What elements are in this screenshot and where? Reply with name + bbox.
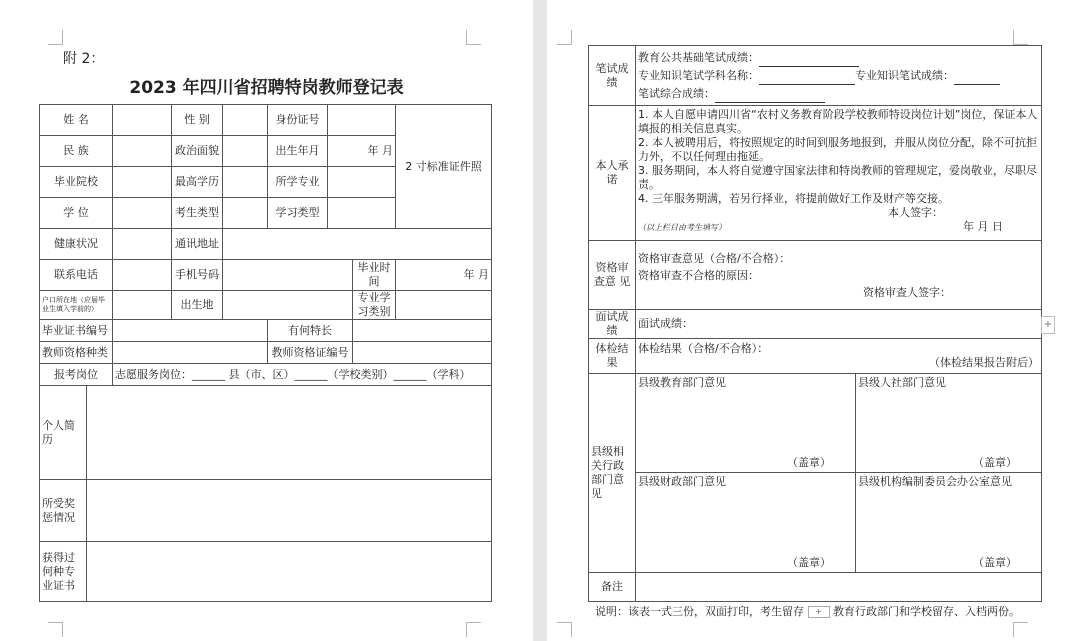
footnote-b: 教育行政部门和学校留存、入档两份。 (833, 605, 1020, 618)
qualify-reason: 资格审查不合格的原因： (638, 268, 759, 282)
blank-line[interactable] (759, 73, 855, 85)
value-political[interactable] (223, 136, 268, 167)
qualify-sign: 资格审查人签字： (863, 285, 951, 299)
label-interview: 面试成绩 (589, 310, 636, 339)
label-awards: 所受奖惩情况 (40, 480, 87, 542)
add-icon[interactable]: + (808, 606, 830, 618)
label-mobile: 手机号码 (172, 260, 223, 291)
crop-mark (1013, 622, 1028, 637)
footnote (595, 603, 1020, 619)
label-grad-time: 毕业时间 (353, 260, 396, 291)
value-apply-post[interactable]: 志愿服务岗位：______ 县（市、区）______（学校类别）______（学科） (113, 364, 492, 386)
photo-box: 2 寸标准证件照 (396, 105, 492, 229)
county-finance: 县级财政部门意见 (638, 475, 726, 488)
value-hukou[interactable] (113, 291, 172, 320)
promise-note: （以上栏目由考生填写） (638, 223, 726, 232)
interview-score[interactable]: 面试成绩： (636, 310, 1042, 339)
promise-item-1: 1. 本人自愿申请四川省“农村义务教育阶段学校教师特设岗位计划”岗位，保证本人填报的相关信息真实。 (638, 108, 1038, 135)
registration-table (39, 104, 492, 602)
label-id: 身份证号 (268, 105, 328, 136)
label-exam-type: 考生类型 (172, 198, 223, 229)
value-grad-time[interactable]: 年 月 (396, 260, 492, 291)
written-total-label: 笔试综合成绩： (638, 86, 715, 100)
label-political: 政治面貌 (172, 136, 223, 167)
medical-content[interactable] (636, 339, 1042, 374)
promise-date: 年 月 日 (963, 220, 1003, 233)
label-address: 通讯地址 (172, 229, 223, 260)
label-hukou: 户口所在地（应届毕业生填入学前的） (40, 291, 113, 320)
crop-mark (1013, 30, 1028, 45)
label-phone: 联系电话 (40, 260, 113, 291)
value-address[interactable] (223, 229, 492, 260)
value-major-cat[interactable] (396, 291, 492, 320)
label-certs: 获得过何种专业证书 (40, 542, 87, 602)
qualify-content[interactable] (636, 241, 1042, 310)
page-left (0, 0, 533, 641)
label-teacher-no: 教师资格证编号 (268, 342, 353, 364)
label-gender: 性 别 (172, 105, 223, 136)
label-name: 姓 名 (40, 105, 113, 136)
review-table (588, 45, 1042, 602)
blank-line[interactable] (759, 55, 859, 67)
value-phone[interactable] (113, 260, 172, 291)
value-id[interactable] (328, 105, 396, 136)
label-apply-post: 报考岗位 (40, 364, 113, 386)
medical-result: 体检结果（合格/不合格）： (638, 342, 769, 355)
crop-mark (48, 622, 63, 637)
value-degree[interactable] (113, 198, 172, 229)
value-birthplace[interactable] (223, 291, 353, 320)
value-awards[interactable] (87, 480, 492, 542)
blank-line[interactable] (954, 73, 1000, 85)
value-ethnic[interactable] (113, 136, 172, 167)
written-scores[interactable] (636, 46, 1042, 106)
promise-item-2: 2. 本人被聘用后，将按照规定的时间到服务地报到，并服从岗位分配，除不可抗拒力外，不以任何理由拖延。 (638, 136, 1037, 163)
label-school: 毕业院校 (40, 167, 113, 198)
label-resume: 个人简历 (40, 386, 87, 480)
blank-line[interactable] (715, 91, 825, 103)
stamp-staffing: （盖章） (973, 556, 1017, 569)
value-study-type[interactable] (328, 198, 396, 229)
value-teacher-no[interactable] (353, 342, 492, 364)
label-birthplace: 出生地 (172, 291, 223, 320)
promise-sign: 本人签字： (888, 206, 943, 219)
promise-item-4: 4. 三年服务期满，若另行择业，将提前做好工作及财产等交接。 (638, 192, 949, 205)
stamp-edu: （盖章） (787, 456, 831, 469)
value-name[interactable] (113, 105, 172, 136)
value-birth[interactable]: 年 月 (328, 136, 396, 167)
crop-mark (466, 622, 481, 637)
value-teacher-type[interactable] (113, 342, 268, 364)
footnote-a: 说明：该表一式三份，双面打印，考生留存 (595, 605, 804, 618)
crop-mark (557, 30, 572, 45)
label-ethnic: 民 族 (40, 136, 113, 167)
label-study-type: 学习类型 (268, 198, 328, 229)
label-promise: 本人承诺 (589, 106, 636, 241)
written-subject-label: 专业知识笔试学科名称： (638, 68, 759, 82)
county-finance-cell[interactable] (636, 473, 856, 573)
label-specialty: 有何特长 (268, 320, 353, 342)
written-major-score-label: 专业知识笔试成绩： (855, 68, 954, 82)
label-teacher-type: 教师资格种类 (40, 342, 113, 364)
county-hr-cell[interactable] (856, 374, 1042, 473)
county-staffing: 县级机构编制委员会办公室意见 (858, 475, 1012, 488)
stamp-hr: （盖章） (973, 456, 1017, 469)
value-certs[interactable] (87, 542, 492, 602)
written-public-label: 教育公共基础笔试成绩： (638, 50, 759, 64)
label-degree: 学 位 (40, 198, 113, 229)
label-major: 所学专业 (268, 167, 328, 198)
county-staffing-cell[interactable] (856, 473, 1042, 573)
value-mobile[interactable] (223, 260, 353, 291)
medical-attached: （体检结果报告附后） (929, 356, 1039, 369)
label-remark: 备注 (589, 573, 636, 602)
county-edu-cell[interactable] (636, 374, 856, 473)
value-exam-type[interactable] (223, 198, 268, 229)
value-health[interactable] (113, 229, 172, 260)
label-medical: 体检结果 (589, 339, 636, 374)
stamp-finance: （盖章） (787, 556, 831, 569)
label-health: 健康状况 (40, 229, 113, 260)
qualify-result: 资格审查意见（合格/不合格）： (638, 251, 791, 265)
value-cert-no[interactable] (113, 320, 268, 342)
value-edu[interactable] (223, 167, 268, 198)
value-major[interactable] (328, 167, 396, 198)
value-specialty[interactable] (353, 320, 492, 342)
add-row-button[interactable]: + (1041, 316, 1055, 334)
county-hr: 县级人社部门意见 (858, 376, 946, 389)
crop-mark (48, 30, 63, 45)
label-county: 县级相关行政部门意见 (589, 374, 636, 573)
crop-mark (466, 30, 481, 45)
value-school[interactable] (113, 167, 172, 198)
page-title: 2023 年四川省招聘特岗教师登记表 (129, 78, 404, 98)
label-cert-no: 毕业证书编号 (40, 320, 113, 342)
promise-text (636, 106, 1042, 241)
label-written: 笔试成绩 (589, 46, 636, 106)
value-resume[interactable] (87, 386, 492, 480)
promise-item-3: 3. 服务期间，本人将自觉遵守国家法律和特岗教师的管理规定，爱岗敬业，尽职尽责。 (638, 164, 1037, 191)
label-major-cat: 专业学习类别 (353, 291, 396, 320)
attachment-label: 附 2： (63, 51, 105, 67)
county-edu: 县级教育部门意见 (638, 376, 726, 389)
label-qualify: 资格审查意 见 (589, 241, 636, 310)
value-gender[interactable] (223, 105, 268, 136)
label-edu: 最高学历 (172, 167, 223, 198)
remark-value[interactable] (636, 573, 1042, 602)
label-birth: 出生年月 (268, 136, 328, 167)
crop-mark (557, 622, 572, 637)
